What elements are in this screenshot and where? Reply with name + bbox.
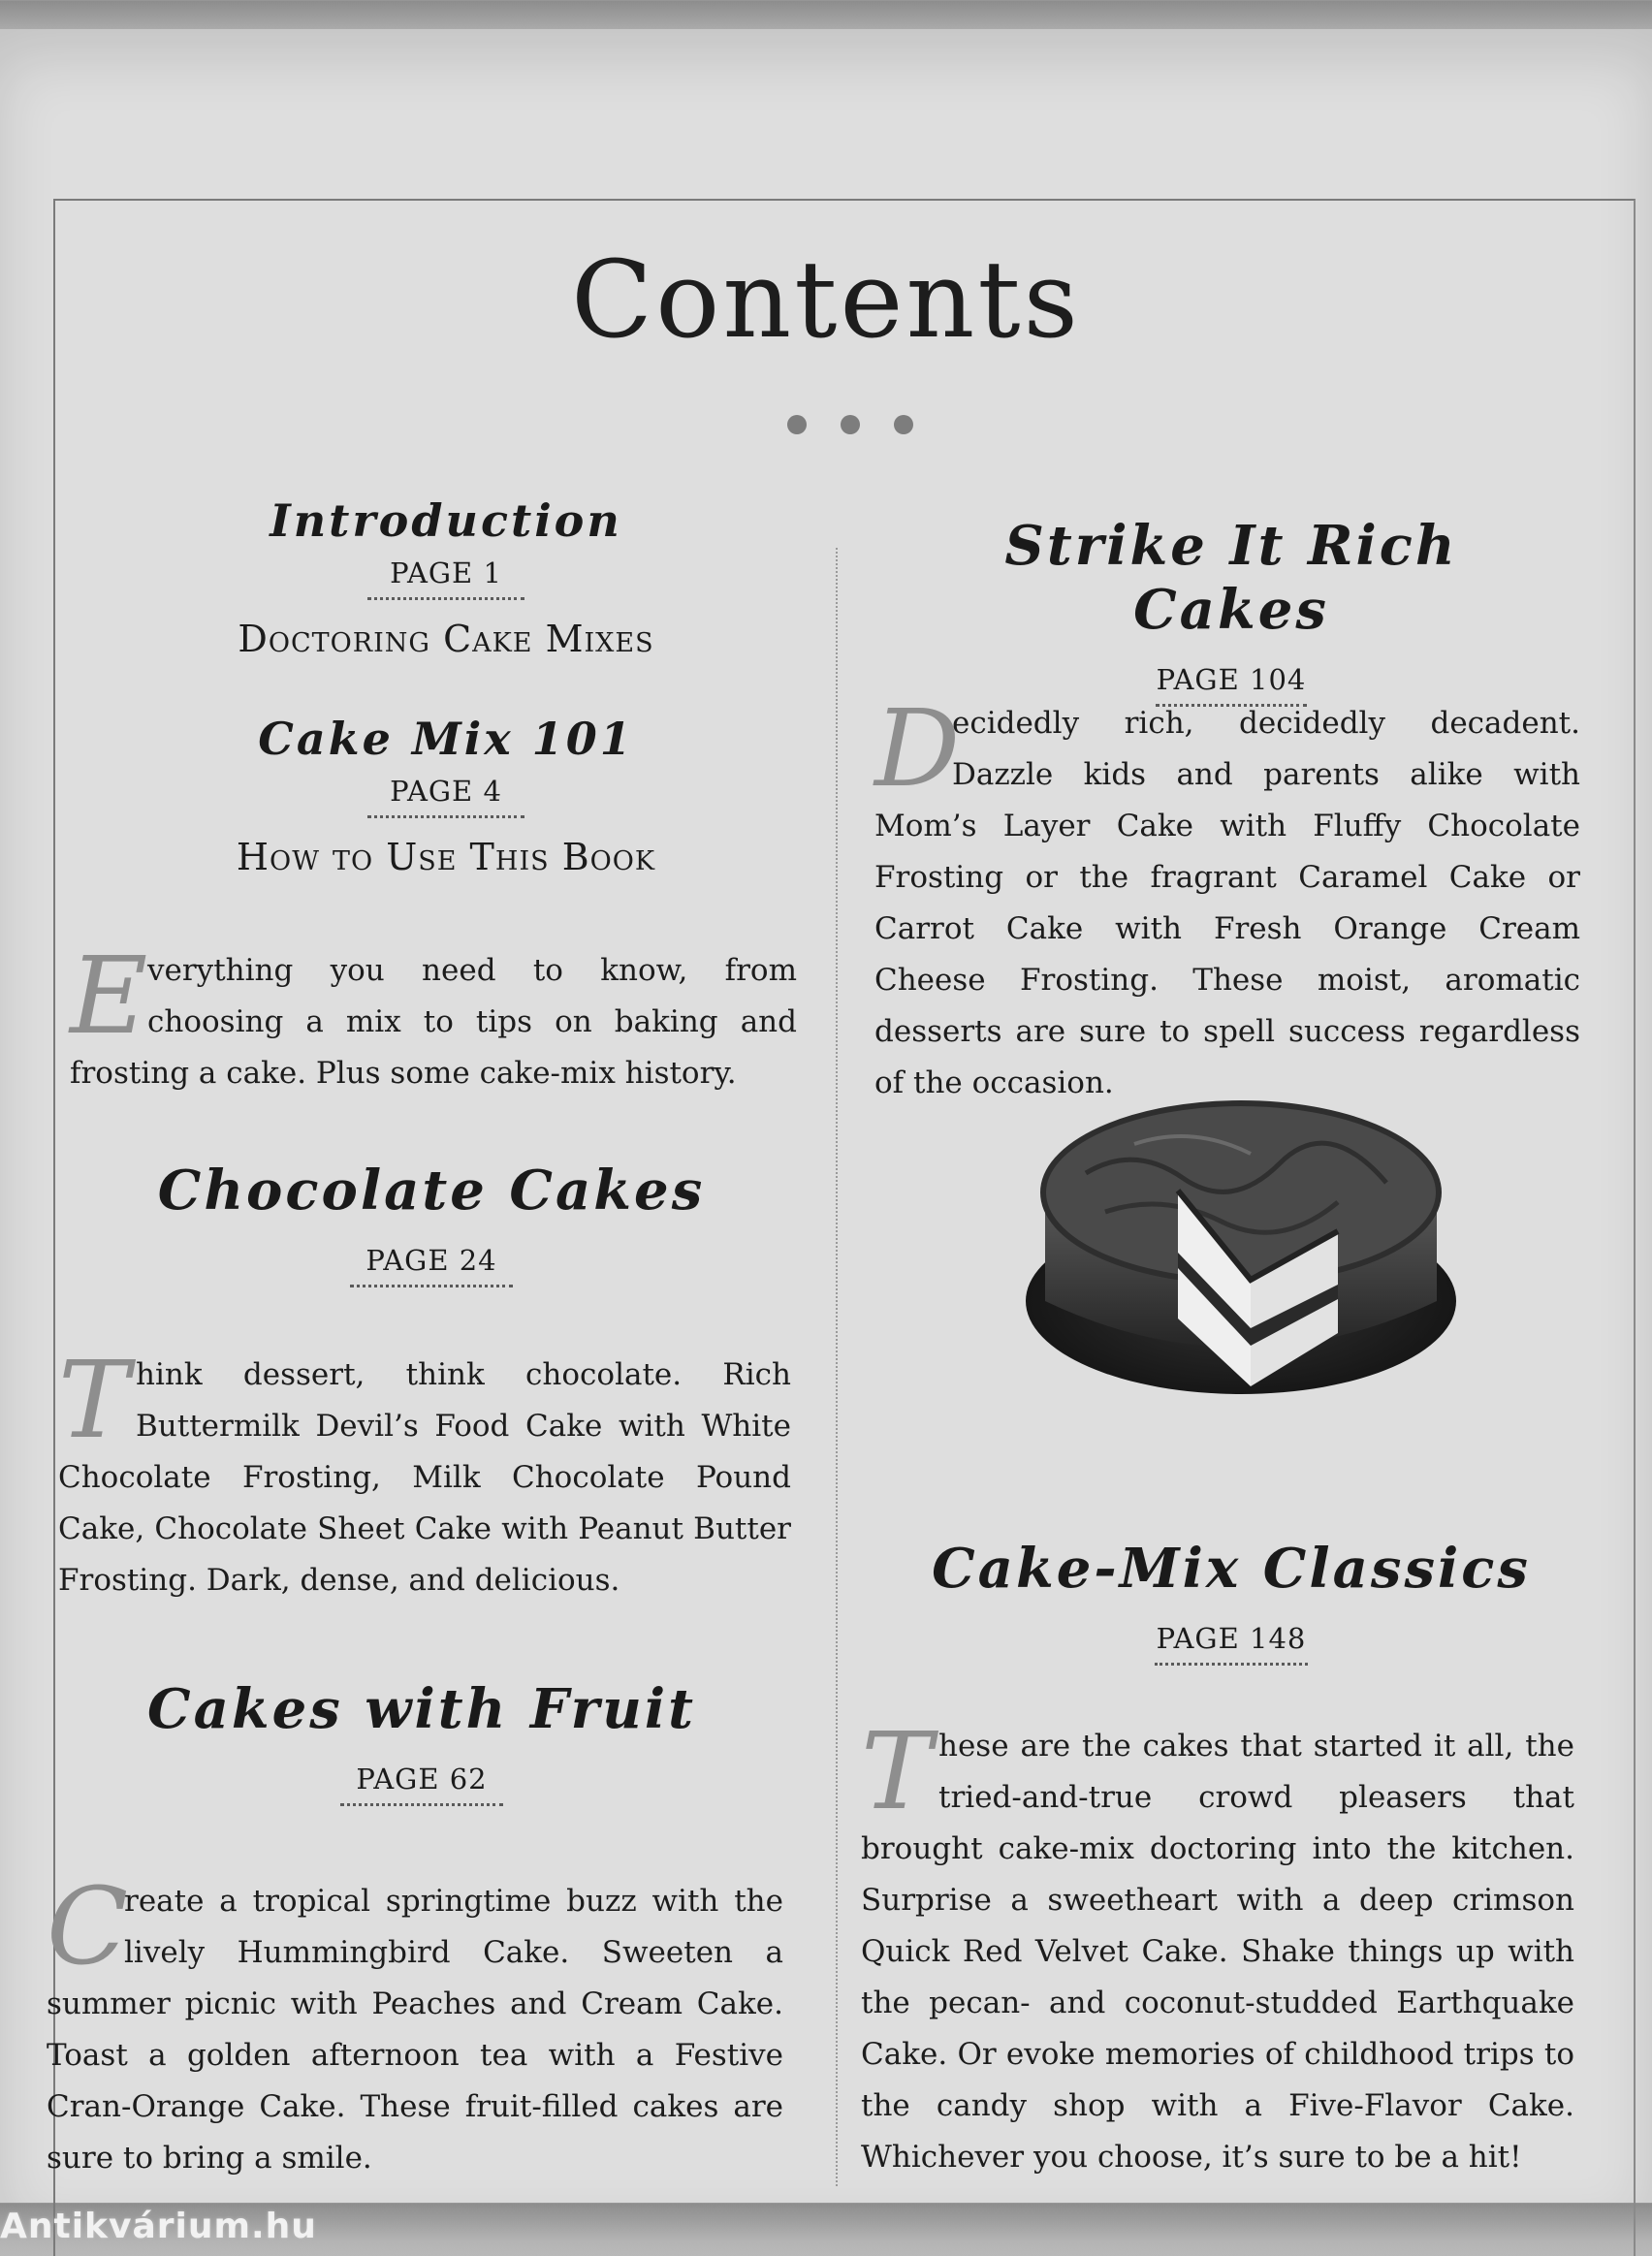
section-description	[47, 1864, 783, 2184]
page-number: PAGE 148	[1156, 1622, 1307, 1655]
section-description	[70, 934, 797, 1099]
section-cake-mix-101	[184, 713, 708, 878]
section-subtitle: How to Use This Book	[236, 836, 656, 878]
section-title: Cake-Mix Classics	[932, 1537, 1531, 1601]
description-text: ecidedly rich, decidedly decadent. Dazzle kids and parents alike with Mom’s Layer Cake with Fluffy Chocolate Frosting or the fragrant Caramel Cake or Carrot Cake with Fresh Orange Cream Cheese Frosting. These moist, aromatic desserts are sure to spell success regardless of the occasion.	[874, 706, 1580, 1100]
section-description	[58, 1338, 791, 1606]
section-cakes-with-fruit	[116, 1677, 727, 1806]
dotted-rule	[367, 815, 524, 818]
section-title: Chocolate Cakes	[157, 1159, 706, 1223]
section-introduction	[184, 494, 708, 660]
watermark-text: Antikvárium.hu	[0, 2207, 317, 2246]
drop-cap: E	[70, 934, 148, 1058]
section-title: Cakes with Fruit	[147, 1677, 696, 1741]
ornament-dot	[787, 415, 807, 434]
dotted-rule	[350, 1285, 513, 1287]
section-description	[861, 1709, 1574, 2183]
drop-cap: C	[47, 1864, 129, 1988]
drop-cap: T	[861, 1709, 933, 1833]
dotted-rule	[367, 597, 524, 600]
book-page	[0, 29, 1652, 2246]
page-number: PAGE 1	[390, 556, 502, 589]
description-text: verything you need to know, from choosing a mix to tips on baking and frosting a cake. Plus some cake-mix history.	[70, 953, 797, 1091]
page-number: PAGE 4	[390, 775, 502, 808]
page-title: Contents	[570, 238, 1082, 362]
section-chocolate-cakes	[126, 1159, 737, 1287]
section-subtitle: Doctoring Cake Mixes	[238, 618, 654, 660]
description-text: hink dessert, think chocolate. Rich Buttermilk Devil’s Food Cake with White Chocolate Frosting, Milk Chocolate Pound Cake, Chocolate Sheet Cake with Peanut Butter Frosting. Dark, dense, and delicious.	[58, 1357, 791, 1598]
drop-cap: T	[58, 1338, 130, 1462]
drop-cap: D	[874, 686, 961, 810]
section-cake-mix-classics	[902, 1537, 1561, 1666]
page-number: PAGE 104	[1156, 663, 1307, 696]
chocolate-layer-cake-image	[1018, 1086, 1464, 1445]
section-title: Strike It Rich Cakes	[1004, 514, 1458, 642]
section-title: Introduction	[270, 494, 622, 547]
dotted-rule	[1155, 1663, 1308, 1666]
description-text: reate a tropical springtime buzz with the lively Hummingbird Cake. Sweeten a summer picnic with Peaches and Cream Cake. Toast a golden afternoon tea with a Festive Cran-Orange Cake. These fruit-filled cakes are sure to bring a smile.	[47, 1884, 783, 2176]
section-description	[874, 686, 1580, 1109]
column-divider	[836, 548, 838, 2186]
ornament-dots	[787, 415, 913, 438]
page-number: PAGE 24	[365, 1244, 497, 1277]
section-strike-it-rich	[902, 514, 1561, 707]
section-title: Cake Mix 101	[258, 713, 634, 765]
description-text: hese are the cakes that started it all, the tried-and-true crowd pleasers that brought cake-mix doctoring into the kitchen. Surprise a sweetheart with a deep crimson Quick Red Velvet Cake. Shake things up with the pecan- and coconut-studded Earthquake Cake. Or evoke memories of childhood trips to the candy shop with a Five-Flavor Cake. Whichever you choose, it’s sure to be a hit!	[861, 1729, 1574, 2175]
page-number: PAGE 62	[356, 1763, 488, 1795]
ornament-dot	[894, 415, 913, 434]
ornament-dot	[841, 415, 860, 434]
dotted-rule	[340, 1803, 503, 1806]
